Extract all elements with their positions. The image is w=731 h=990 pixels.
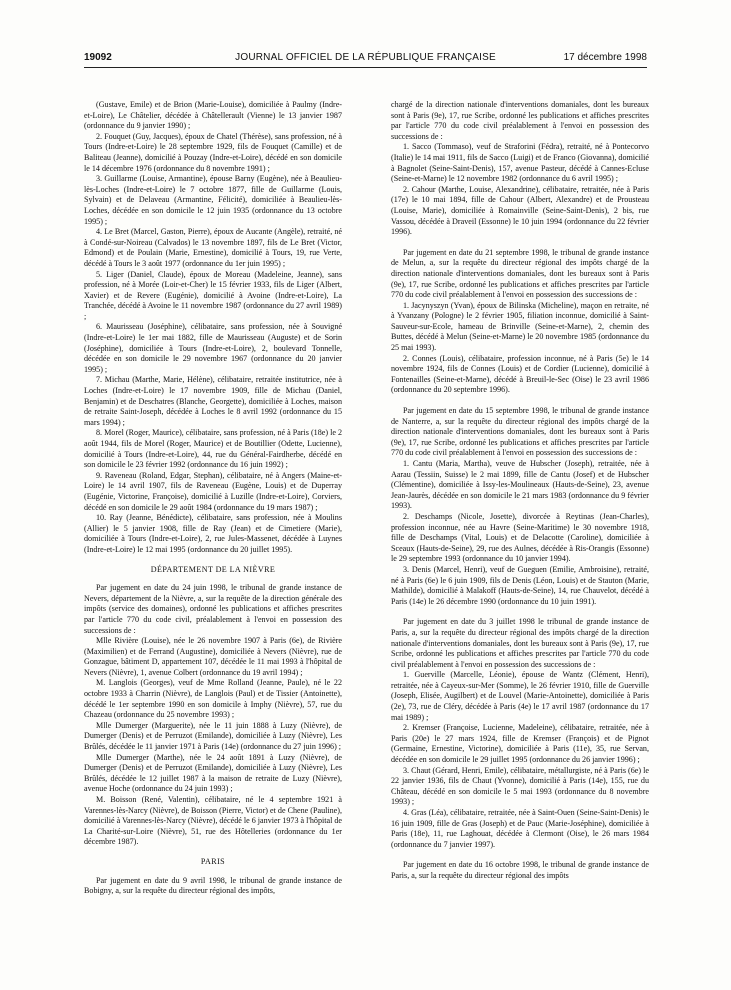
paragraph: Par jugement en date du 9 avril 1998, le tribunal de grande instance de Bobigny, a, sur la requête du directeur régional des impôts, xyxy=(84,875,342,896)
paragraph: 3. Denis (Marcel, Henri), veuf de Gueguen (Emilie, Ambroisine), retraité, né à Paris (6e) le 6 juin 1909, fils de Denis (Léon, Louis) et de Stauton (Marie, Mathilde), domicilié à Malakoff (Hauts-de-Seine), 14, rue Chauvelot, décédé à Paris (14e) le 26 décembre 1990 (ordonnance du 10 juin 1991). xyxy=(391,564,649,606)
paragraph: Par jugement en date du 16 octobre 1998, le tribunal de grande instance de Paris, a, sur la requête du directeur régional des impôts xyxy=(391,860,649,880)
paragraph: Par jugement en date du 24 juin 1998, le tribunal de grande instance de Nevers, département de la Nièvre, a, sur la requête de la direction générale des impôts (service des domaines), ordonné les publications et affiches prescrites par l'article 770 du code civil, préalablement à l'envoi en possession des successions de : xyxy=(84,583,342,635)
paragraph: 2. Kremser (Françoise, Lucienne, Madeleine), célibataire, retraitée, née à Paris (20e) le 27 mars 1924, fille de Kremser (François) et de Pignot (Germaine, Ernestine, Victorine), domiciliée à Paris (11e), 35, rue Servan, décédée en son domicile le 29 juillet 1995 (ordonnance du 26 janvier 1996) ; xyxy=(391,723,649,765)
paragraph: 3. Guillarme (Louise, Armantine), épouse Barny (Eugène), née à Beaulieu-lès-Loches (Indre-et-Loire) le 7 octobre 1877, fille de Guillarme (Louis, Sylvain) et de Delaveau (Armantine, Félicité), domiciliée à Beaulieu-lès-Loches, décédée en son domicile le 12 juin 1935 (ordonnance du 13 octobre 1995) ; xyxy=(84,174,342,226)
paragraph: (Gustave, Emile) et de Brion (Marie-Louise), domiciliée à Paulmy (Indre-et-Loire), Le Châtelier, décédée à Châtellerault (Vienne) le 13 janvier 1987 (ordonnance du 9 janvier 1990) ; xyxy=(84,100,342,131)
paragraph: 1. Guerville (Marcelle, Léonie), épouse de Wantz (Clément, Henri), retraitée, née à Cayeux-sur-Mer (Somme), le 26 février 1910, fille de Guerville (Joseph, Elisée, Augilbert) et de Louvel (Marie-Antoinette), domiciliée à Paris (2e), 73, rue de Cléry, décédée à Paris (4e) le 17 avril 1987 (ordonnance du 17 mai 1989) ; xyxy=(391,670,649,722)
paragraph: M. Langlois (Georges), veuf de Mme Rolland (Jeanne, Paule), né le 22 octobre 1933 à Charrin (Nièvre), de Langlois (Paul) et de Tissier (Antoinette), décédé le 1er septembre 1990 en son domicile à Imphy (Nièvre), 57, rue du Chazeau (ordonnance du 25 novembre 1993) ; xyxy=(84,678,342,720)
paragraph: 1. Cantu (Maria, Martha), veuve de Hubscher (Joseph), retraitée, née à Aarau (Tessiin, Suisse) le 2 mai 1899, fille de Cantu (Josef) et de Hubscher (Clémentine), domiciliée à Issy-les-Moulineaux (Hauts-de-Seine), 23, avenue Jean-Jaurès, décédée en son domicile le 21 mars 1983 (ordonnance du 9 février 1993). xyxy=(391,459,649,511)
paragraph: 10. Ray (Jeanne, Bénédicte), célibataire, sans profession, née à Moulins (Allier) le 5 janvier 1908, fille de Ray (Jean) et de Cimetiere (Marie), domiciliée à Tours (Indre-et-Loire), 2, rue Jules-Massenet, décédée à Luynes (Indre-et-Loire) le 12 mai 1995 (ordonnance du 20 juillet 1995). xyxy=(84,513,342,554)
page-header xyxy=(84,52,647,68)
paragraph: Par jugement en date du 3 juillet 1998 le tribunal de grande instance de Paris, a, sur la requête du directeur régional des impôts chargé de la direction nationale d'interventions domaniales, dont les bureaux sont à Paris (9e), 17, rue Scribe, ordonné les publications et affiches prescrites par l'article 770 du code civil préalablement à l'envoi en possession des successions de : xyxy=(391,617,649,669)
journal-title: JOURNAL OFFICIEL DE LA RÉPUBLIQUE FRANÇAISE xyxy=(235,52,496,63)
paragraph: 5. Liger (Daniel, Claude), époux de Moreau (Madeleine, Jeanne), sans profession, né à Morée (Loir-et-Cher) le 15 février 1933, fils de Liger (Albert, Xavier) et de Revere (Eugénie), domicilié à Avoine (Indre-et-Loire), La Tranchée, décédé à Avoine le 11 novembre 1987 (ordonnance du 27 avril 1989) ; xyxy=(84,269,342,321)
left-column xyxy=(84,100,342,960)
paragraph: 8. Morel (Roger, Maurice), célibataire, sans profession, né à Paris (18e) le 2 août 1944, fils de Morel (Roger, Maurice) et de Boutillier (Odette, Lucienne), domicilié à Tours (Indre-et-Loire), 44, rue du Général-Fairdherbe, décédé en son domicile le 23 février 1992 (ordonnance du 16 juin 1992) ; xyxy=(84,428,342,470)
paragraph: Mlle Rivière (Louise), née le 26 novembre 1907 à Paris (6e), de Rivière (Maximilien) et de Ferrand (Augustine), domiciliée à Nevers (Nièvre), rue de Gonzague, bâtiment D, appartement 107, décédée le 11 mai 1993 à l'hôpital de Nevers (Nièvre), 1, avenue Colbert (ordonnance du 19 avril 1994) ; xyxy=(84,636,342,677)
section-heading: PARIS xyxy=(200,856,226,866)
header-rule xyxy=(84,67,647,68)
paragraph: 3. Chaut (Gérard, Henri, Emile), célibataire, métallurgiste, né à Paris (6e) le 22 janvier 1936, fils de Chaut (Yvonne), domicilié à Paris (14e), 155, rue du Château, décédé en son domicile le 5 mai 1993 (ordonnance du 8 novembre 1993) ; xyxy=(391,765,649,807)
paragraph: 6. Maurisseau (Joséphine), célibataire, sans profession, née à Souvigné (Indre-et-Loire) le 1er mai 1882, fille de Maurisseau (Auguste) et de Sorin (Joséphine), domiciliée à Tours (Indre-et-Loire), 2, boulevard Tonnelle, décédée en son domicile le 29 novembre 1967 (ordonnance du 20 janvier 1995) ; xyxy=(84,322,342,374)
paragraph: chargé de la direction nationale d'interventions domaniales, dont les bureaux sont à Paris (9e), 17, rue Scribe, ordonné les publications et affiches prescrites par l'article 770 du code civil préalablement à l'envoi en possession des successions de : xyxy=(391,100,649,141)
paragraph: 9. Raveneau (Roland, Edgar, Stephan), célibataire, né à Angers (Maine-et-Loire) le 14 avril 1907, fils de Raveneau (Eugène, Louis) et de Duperray (Eugénie, Victorine, Françoise), domicilié à Luzille (Indre-et-Loire), Corviers, décédé en son domicile le 29 août 1984 (ordonnance du 19 mars 1987) ; xyxy=(84,470,342,512)
paragraph: Mlle Dumerger (Marthe), née le 24 août 1891 à Luzy (Nièvre), de Dumerger (Denis) et de Perruzot (Emilande), domiciliée à Luzy (Nièvre), Les Brûlés, décédée le 12 juillet 1987 à la maison de retraite de Luzy (Nièvre), avenue Hoche (ordonnance du 24 juin 1993) ; xyxy=(84,752,342,794)
paragraph: M. Boisson (René, Valentin), célibataire, né le 4 septembre 1921 à Varennes-lès-Narcy (Nièvre), de Boisson (Pierre, Victor) et de Chene (Pauline), domicilié à Varennes-lès-Narcy (Nièvre), décédé le 6 janvier 1973 à l'hôpital de La Charité-sur-Loire (Nièvre), 51, rue des Hôtelleries (ordonnance du 1er décembre 1987). xyxy=(84,795,342,847)
issue-date: 17 décembre 1998 xyxy=(563,52,647,63)
paragraph: 4. Gras (Léa), célibataire, retraitée, née à Saint-Ouen (Seine-Saint-Denis) le 16 juin 1909, fille de Gras (Joseph) et de Pauc (Marie-Joséphine), domiciliée à Paris (18e), 11, rue Laghouat, décédée à Clermont (Oise), le 26 mars 1984 (ordonnance du 7 janvier 1997). xyxy=(391,808,649,849)
paragraph: 2. Cahour (Marthe, Louise, Alexandrine), célibataire, retraitée, née à Paris (17e) le 10 mai 1894, fille de Cahour (Albert, Alexandre) et de Prousteau (Louise, Marie), domiciliée à Romainville (Seine-Saint-Denis), 2 bis, rue Vassou, décédée à Draveil (Essonne) le 10 juin 1994 (ordonnance du 22 février 1996). xyxy=(391,184,649,237)
paragraph: 4. Le Bret (Marcel, Gaston, Pierre), époux de Aucante (Angèle), retraité, né à Condé-sur-Noireau (Calvados) le 13 novembre 1897, fils de Le Bret (Victor, Edmond) et de Poulain (Marie, Ernestine), domicilié à Tours, 19, rue Verte, décédé à Tours le 3 août 1977 (ordonnance du 1er juin 1995) ; xyxy=(84,227,342,268)
paragraph: 7. Michau (Marthe, Marie, Hélène), célibataire, retraitée institutrice, née à Loches (Indre-et-Loire) le 17 novembre 1909, fille de Michau (Daniel, Benjamin) et de Deschatres (Blanche, Georgette), domiciliée à Loches, maison de retraite Saint-Joseph, décédée à Loches le 8 avril 1992 (ordonnance du 15 mars 1994) ; xyxy=(84,375,342,427)
paragraph: 1. Jacynyszyn (Yvan), époux de Bilinska (Micheline), maçon en retraite, né à Yvanzany (Pologne) le 2 février 1905, filiation inconnue, domicilié à Saint-Sauveur-sur-Ecole, hameau de Brinville (Seine-et-Marne), 2, chemin des Buttes, décédé à Melun (Seine-et-Marne) le 20 novembre 1985 (ordonnance du 25 mai 1993). xyxy=(391,300,649,353)
paragraph: 2. Fouquet (Guy, Jacques), époux de Chatel (Thérèse), sans profession, né à Tours (Indre-et-Loire) le 28 septembre 1929, fils de Fouquet (Camille) et de Baliteau (Jeanne), domicilié à Pouzay (Indre-et-Loire), décédé en son domicile le 14 décembre 1976 (ordonnance du 8 novembre 1991) ; xyxy=(84,131,342,173)
paragraph: 2. Connes (Louis), célibataire, profession inconnue, né à Paris (5e) le 14 novembre 1924, fils de Connes (Louis) et de Cordier (Lucienne), domicilié à Fontenailles (Seine-et-Marne), décédé à Breuil-le-Sec (Oise) le 23 avril 1986 (ordonnance du 20 septembre 1996). xyxy=(391,353,649,395)
paragraph: 1. Sacco (Tommaso), veuf de Straforini (Fédra), retraité, né à Pontecorvo (Italie) le 14 mai 1911, fils de Sacco (Luigi) et de Franco (Giovanna), domicilié à Bagnolet (Seine-Saint-Denis), 157, avenue Pasteur, décédé à Cannes-Ecluse (Seine-et-Marne) le 12 novembre 1982 (ordonnance du 6 avril 1995) ; xyxy=(391,142,649,184)
paragraph: Par jugement en date du 21 septembre 1998, le tribunal de grande instance de Melun, a, sur la requête du directeur régional des impôts chargé de la direction nationale d'interventions domaniales, dont les bureaux sont à Paris (9e), 17, rue Scribe, ordonné les publications et affiches prescrites par l'article 770 du code civil préalablement à l'envoi en possession des successions de : xyxy=(391,247,649,300)
right-column xyxy=(391,100,649,960)
paragraph: 2. Deschamps (Nicole, Josette), divorcée à Reytinas (Jean-Charles), profession inconnue, née au Havre (Seine-Maritime) le 30 novembre 1918, fille de Deschamps (Vital, Louis) et de Delacotte (Caroline), domiciliée à Sceaux (Hauts-de-Seine), 29, rue des Aulnes, décédée à Ris-Orangis (Essonne) le 29 septembre 1993 (ordonnance du 10 janvier 1994). xyxy=(391,511,649,564)
paragraph: Mlle Dumerger (Marguerite), née le 11 juin 1888 à Luzy (Nièvre), de Dumerger (Denis) et de Perruzot (Emilande), domiciliée à Luzy (Nièvre), Les Brûlés, décédée le 11 janvier 1971 à Paris (14e) (ordonnance du 27 juin 1996) ; xyxy=(84,720,342,752)
page-number: 19092 xyxy=(84,52,112,63)
section-heading: DÉPARTEMENT DE LA NIÈVRE xyxy=(150,564,276,574)
paragraph: Par jugement en date du 15 septembre 1998, le tribunal de grande instance de Nanterre, a, sur la requête du directeur régional des impôts chargé de la direction nationale d'interventions domaniales, dont les bureaux sont à Paris (9e), 17, rue Scribe, ordonné les publications et affiches prescrites par l'article 770 du code civil préalablement à l'envoi en possession des successions de : xyxy=(391,406,649,458)
